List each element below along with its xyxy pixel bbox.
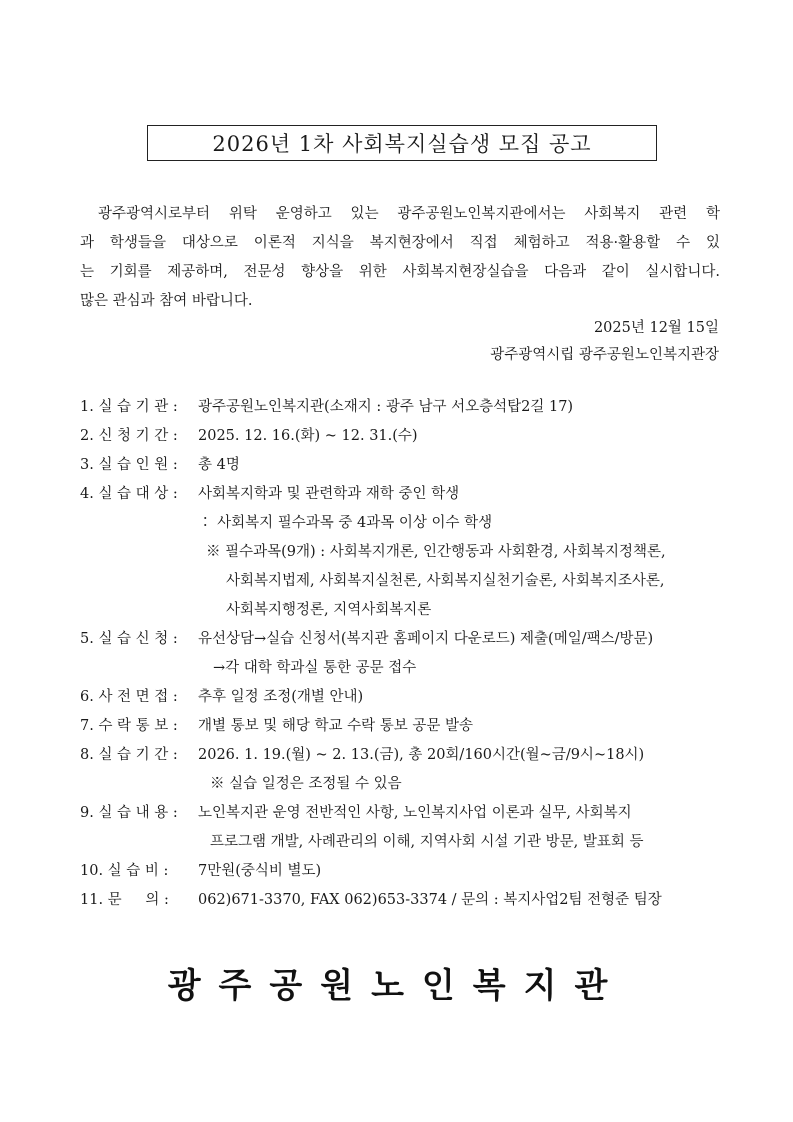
item-row <box>80 741 730 770</box>
item-continuation <box>80 596 730 625</box>
item-row <box>80 712 730 741</box>
item-label: 6. 사 전 면 접 : <box>80 689 178 705</box>
item-note: 사회복지법제, 사회복지실천론, 사회복지실천기술론, 사회복지조사론, <box>226 573 665 589</box>
item-continuation <box>80 538 730 567</box>
item-row <box>80 886 730 915</box>
item-value: 광주공원노인복지관(소재지 : 광주 남구 서오층석탑2길 17) <box>198 399 574 415</box>
item-row <box>80 799 730 828</box>
intro-paragraph <box>80 200 720 316</box>
item-row <box>80 393 730 422</box>
notice-date: 2025년 12월 15일 <box>593 320 719 336</box>
item-continuation <box>80 828 730 857</box>
item-label: 9. 실 습 내 용 : <box>80 805 178 821</box>
intro-line: 는 기회를 제공하며, 전문성 향상을 위한 사회복지현장실습을 다음과 같이 실시합니다. <box>80 264 720 280</box>
item-extra: 프로그램 개발, 사례관리의 이해, 지역사회 시설 기관 방문, 발표회 등 <box>210 834 644 850</box>
item-row <box>80 857 730 886</box>
item-row <box>80 683 730 712</box>
item-label: 4. 실 습 대 상 : <box>80 486 178 502</box>
item-row <box>80 422 730 451</box>
item-value: 노인복지관 운영 전반적인 사항, 노인복지사업 이론과 실무, 사회복지 <box>198 805 632 821</box>
item-label: 7. 수 락 통 보 : <box>80 718 178 734</box>
item-note: ※ 필수과목(9개) : 사회복지개론, 인간행동과 사회환경, 사회복지정책론, <box>206 544 666 560</box>
intro-line: 과 학생들을 대상으로 이론적 지식을 복지현장에서 직접 체험하고 적용·활용할 수 있 <box>80 235 720 251</box>
item-value: 사회복지학과 및 관련학과 재학 중인 학생 <box>198 486 460 502</box>
item-row <box>80 451 730 480</box>
intro-line: 광주광역시로부터 위탁 운영하고 있는 광주공원노인복지관에서는 사회복지 관련 학 <box>98 206 720 222</box>
item-row <box>80 625 730 654</box>
intro-line: 많은 관심과 참여 바랍니다. <box>80 293 253 309</box>
item-value: 062)671-3370, FAX 062)653-3374 / 문의 : 복지사업2팀 전형준 팀장 <box>198 892 662 908</box>
item-extra: ∶ 사회복지 필수과목 중 4과목 이상 이수 학생 <box>198 515 493 531</box>
item-continuation <box>80 567 730 596</box>
item-value: 2026. 1. 19.(월) ~ 2. 13.(금), 총 20회/160시간(월~금/9시~18시) <box>198 747 645 763</box>
item-value: 총 4명 <box>198 457 240 473</box>
item-continuation <box>80 654 730 683</box>
item-extra: →각 대학 학과실 통한 공문 접수 <box>213 660 417 676</box>
notice-title <box>147 125 657 161</box>
item-row <box>80 480 730 509</box>
item-value: 2025. 12. 16.(화) ~ 12. 31.(수) <box>198 428 418 444</box>
item-note: ※ 실습 일정은 조정될 수 있음 <box>210 776 402 792</box>
item-value: 개별 통보 및 해당 학교 수락 통보 공문 발송 <box>198 718 473 734</box>
notice-signer: 광주광역시립 광주공원노인복지관장 <box>490 347 719 363</box>
item-continuation <box>80 509 730 538</box>
item-label: 11. 문 의 : <box>80 892 169 908</box>
item-label: 2. 신 청 기 간 : <box>80 428 178 444</box>
item-label: 10. 실 습 비 : <box>80 863 169 879</box>
item-label: 3. 실 습 인 원 : <box>80 457 178 473</box>
notice-items <box>80 393 730 915</box>
item-value: 유선상담→실습 신청서(복지관 홈페이지 다운로드) 제출(메일/팩스/방문) <box>198 631 654 647</box>
item-value: 7만원(중식비 별도) <box>198 863 322 879</box>
item-label: 1. 실 습 기 관 : <box>80 399 178 415</box>
organization-name: 광주공원노인복지관 <box>167 966 626 1006</box>
item-label: 8. 실 습 기 간 : <box>80 747 178 763</box>
notice-title-text: 2026년 1차 사회복지실습생 모집 공고 <box>212 132 592 156</box>
item-continuation <box>80 770 730 799</box>
item-note: 사회복지행정론, 지역사회복지론 <box>226 602 432 618</box>
item-value: 추후 일정 조정(개별 안내) <box>198 689 364 705</box>
item-label: 5. 실 습 신 청 : <box>80 631 178 647</box>
